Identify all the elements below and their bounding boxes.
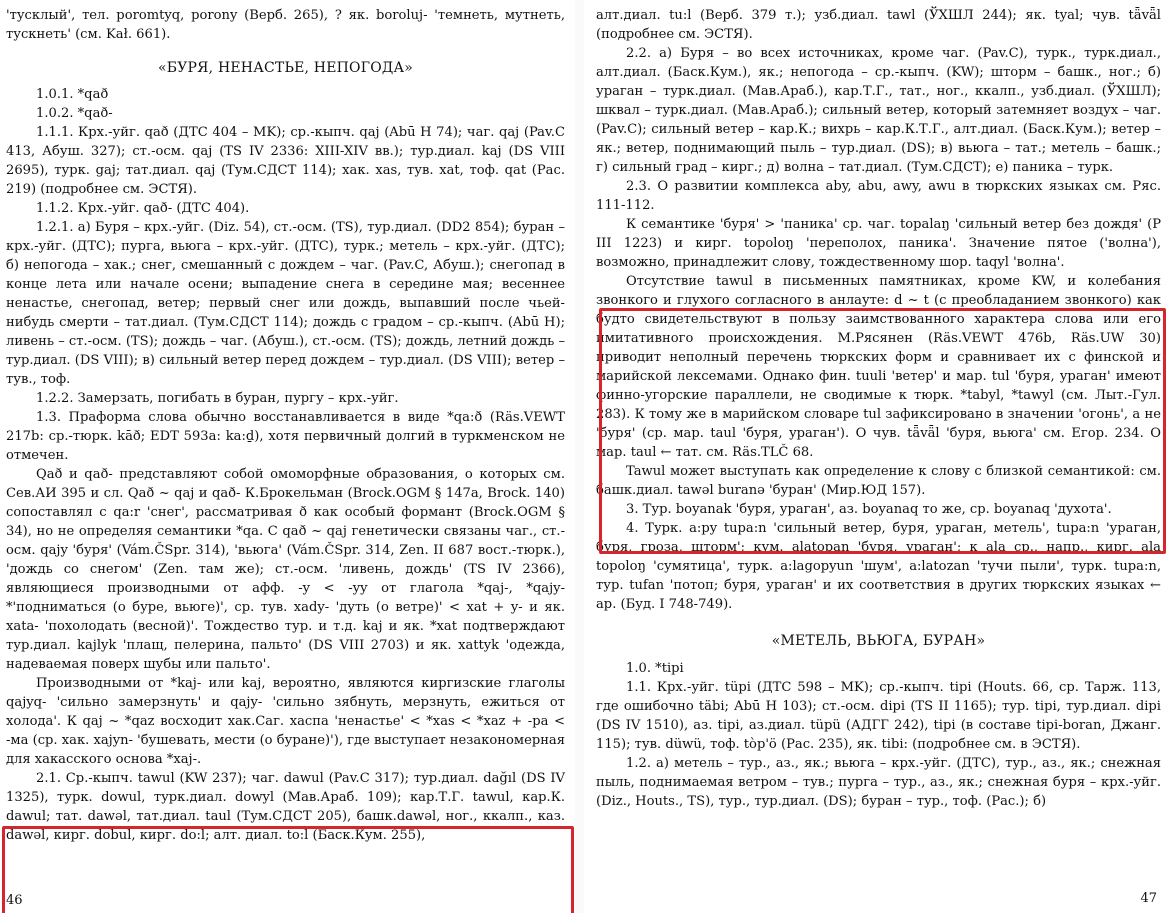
paragraph: 1.0.1. *qað [36,87,109,102]
paragraph: К семантике 'буря' > 'паника' ср. чаг. topalaŋ 'сильный ветер без дождя' (P III 1223) и кирг. topoloŋ 'переполох, паника'. Значение пятое ('волна'), возможно, принадлежит слову, тождественному шор. taqyl 'волна'. [596,217,1161,270]
paragraph: Qað и qað- представляют собой омоморфные образования, о которых см. Сев.АИ 395 и сл. Qað ~ qaj и qað- К.Брокельман (Brock.OGM § 147a, Brock. 140) сопоставлял с qa:r 'снег', рассматривая ð как особый формант (Brock.OGM § 34), но не определяя семантики *qa. С qað ~ qaj генетически связаны чаг., ст.-осм. qajy 'буря' (Vám.ČSpr. 314), 'вьюга' (Vám.ČSpr. 314, Zen. II 687 вост.-тюрк.), 'дождь со снегом' (Zen. там же); ст.-осм. 'ливень, дождь' (TS IV 2366), являющиеся производными от афф. -y < -yy от глагола *qaj-, *qajy- *'подниматься (о буре, вьюге)', ср. тув. xady- 'дуть (о ветре)' < xat + y- и як. xata- 'похолодать (весной)'. Тождество тур. и т.д. kaj и як. *xat подтверждают тур.диал. kajlyk 'плащ, пелерина, пальто' (DS VIII 2703) и як. xattyk 'одежда, надеваемая поверх шубы или пальто'. [6,467,565,672]
paragraph: 1.2. а) метель – тур., аз., як.; вьюга – крх.-уйг. (ДТС), тур., аз., як.; снежная пыль, поднимаемая ветром – тув.; пурга – тур., аз., як.; снежная буря – крх.-уйг. (Diz., Houts., TS), тур., тур.диал. (DS); буран – тур., тоф. (Рас.); б) [596,756,1161,809]
paragraph: 1.0.2. *qað- [36,106,113,121]
paragraph: Производными от *kaj- или kaj, вероятно, являются киргизские глаголы qajyq- 'сильно замерзнуть' и qajy- 'сильно зябнуть, мерзнуть, ежиться от холода'. К qaj ~ *qaz восходит хак.Саг. хаспа 'ненастье' < *xas < *xaz + -pa < -ма (ср. хак. xajyn- 'бушевать, мести (о буране)'), где выступает незакономерная для хакасского основа *xaj-. [6,676,565,767]
page-number: 46 [6,893,23,908]
paragraph: 4. Турк. a:py tupa:n 'сильный ветер, буря, ураган, метель', tupa:n 'ураган, буря, гроза, шторм'; кум. alatopan 'буря, ураган'; к ala ср., напр., кирг. ala topoloŋ 'сумятица', турк. a:lagopyun 'шум', a:latozan 'тучи пыли', турк. tupa:n, тур. tufan 'потоп; буря, ураган' и их соответствия в других тюркских языках ← ар. (Буд. I 748-749). [596,521,1161,612]
paragraph: 1.2.2. Замерзать, погибать в буран, пургу – крх.-уйг. [36,391,399,406]
paragraph: 1.1.1. Крх.-уйг. qað (ДТС 404 – MK); ср.-кыпч. qaj (Abū H 74); чаг. qaj (Pav.C 413, Абуш. 327); ст.-осм. qaj (TS IV 2336: XIII-XIV вв.); тур.диал. kaj (DS VIII 2695), турк. gaj; тат.диал. qaj (Тум.СДСТ 114); хак. xas, тув. xat, тоф. qat (Рас. 219) (подробнее см. ЭСТЯ). [6,125,565,197]
right-page [584,0,1169,913]
right-page-text-column [596,6,1161,811]
paragraph: 1.1. Крх.-уйг. tüpi (ДТС 598 – MK); ср.-кыпч. tipi (Houts. 66, ср. Тарж. 113, где ошибочно täbi; Abū H 103); ст.-осм. dipi (TS II 1165); тур. tipi, тур.диал. dipi (DS IV 1510), аз. tipi, аз.диал. tüpü (АДГГ 242), tipi (в составе tipi-boran, Джанг. 115); тув. düwü, тоф. tòp'ö (Рас. 235), як. tibi: (подробнее см. в ЭСТЯ). [596,680,1161,752]
paragraph: 'тусклый', тел. poromtyq, porony (Верб. 265), ? як. boroluj- 'темнеть, мутнеть, тускнеть' (см. Kał. 661). [6,8,565,42]
paragraph: 2.2. а) Буря – во всех источниках, кроме чаг. (Pav.C), турк., турк.диал., алт.диал. (Баск.Кум.), як.; непогода – ср.-кыпч. (KW); шторм – башк., ног.; б) ураган – турк.диал. (Мав.Араб.), кар.Т.Г., тат., ног., ккалп., узб.диал. (ЎХШЛ); шквал – турк.диал. (Мав.Араб.); сильный ветер, который затемняет воздух – чаг. (Pav.C); сильный ветер – кар.К.; вихрь – кар.К.Т.Г., алт.диал. (Баск.Кум.); ветер – як.; ветер, поднимающий пыль – тур.диал. (DS); в) вьюга – тат.; метель – башк.; г) сильный град – кирг.; д) волна – тат.диал. (Тум.СДСТ); е) паника – турк. [596,46,1161,175]
left-page-text-column [6,6,565,845]
left-page [0,0,575,913]
highlighted-paragraph: Tawul может выступать как определение к слову с близкой семантикой: см. башк.диал. tawəl buranə 'буран' (Мир.ЮД 157). [596,464,1161,498]
paragraph: 3. Тур. boyanak 'буря, ураган', аз. boyanaq то же, ср. boyanaq 'духота'. [626,502,1112,517]
paragraph: 1.0. *tipi [626,661,684,676]
highlighted-paragraph: 2.1. Ср.-кыпч. tawul (KW 237); чаг. dawul (Pav.C 317); тур.диал. dağıl (DS IV 1325), турк. dowul, турк.диал. dowyl (Мав.Араб. 109); кар.Т.Г. tawul, кар.К. dawul; тат. dawəl, тат.диал. taul (Тум.СДСТ 205), башк.dawəl, ног., ккалп., каз. dawəl, кирг. dobul, кирг. do:l; алт. диал. to:l (Баск.Кум. 255), [6,771,565,843]
paragraph: 1.1.2. Крх.-уйг. qað- (ДТС 404). [36,201,250,216]
section-title: «МЕТЕЛЬ, ВЬЮГА, БУРАН» [771,633,986,649]
section-title: «БУРЯ, НЕНАСТЬЕ, НЕПОГОДА» [157,60,414,76]
paragraph: алт.диал. tu:l (Верб. 379 т.); узб.диал. tawl (ЎХШЛ 244); як. tyal; чув. tǟvǟl (подробнее см. ЭСТЯ). [596,8,1161,42]
paragraph: 1.3. Праформа слова обычно восстанавливается в виде *qa:ð (Räs.VEWT 217b: ср.-тюрк. kāð; EDT 593a: ka:ḏ), хотя первичный долгий в туркменском не отмечен. [6,410,565,463]
page-number: 47 [1140,891,1157,906]
paragraph: 2.3. О развитии комплекса aby, abu, awy, awu в тюркских языках см. Ряс. 111-112. [596,179,1161,213]
highlighted-paragraph: Отсутствие tawul в письменных памятниках, кроме KW, и колебания звонкого и глухого согласного в анлауте: d ~ t (с преобладанием звонкого) как будто свидетельствуют в пользу заимствованного характера слова или его имитативного происхождения. М.Рясянен (Räs.VEWT 476b, Räs.UW 30) приводит неполный перечень тюркских форм и сравнивает их с финской и марийской лексемами. Однако фин. tuuli 'ветер' и мар. tul 'буря, ураган' имеют финно-угорские параллели, не сводимые к тюрк. *tabyl, *tawyl (см. Лыт.-Гул. 283). К тому же в марийском словаре tul зафиксировано в значении 'огонь', а не 'буря' (ср. мар. taul 'буря, ураган'). О чув. tǟvǟl 'буря, вьюга' см. Егор. 234. О мар. taul ← тат. см. Räs.TLČ 68. [596,274,1161,460]
paragraph: 1.2.1. а) Буря – крх.-уйг. (Diz. 54), ст.-осм. (TS), тур.диал. (DD2 854); буран – крх.-уйг. (ДТС); пурга, вьюга – крх.-уйг. (ДТС), турк.; метель – крх.-уйг. (ДТС); б) непогода – хак.; снег, смешанный с дождем – чаг. (Pav.C, Абуш.); снегопад в конце лета или начале осени; выпадение снега в середине мая; весеннее ненастье, снегопад, ветер; первый снег или дождь, выпавший после чьей-нибудь смерти – тат.диал. (Тум.СДСТ 114); дождь с градом – ср.-кыпч. (Abū H); ливень – ст.-осм. (TS); дождь – чаг. (Абуш.), ст.-осм. (TS); дождь, летний дождь – тур.диал. (DS VIII); в) сильный ветер перед дождем – тур.диал. (DS VIII); ветер – тув., тоф. [6,220,565,387]
book-gutter [575,0,584,913]
